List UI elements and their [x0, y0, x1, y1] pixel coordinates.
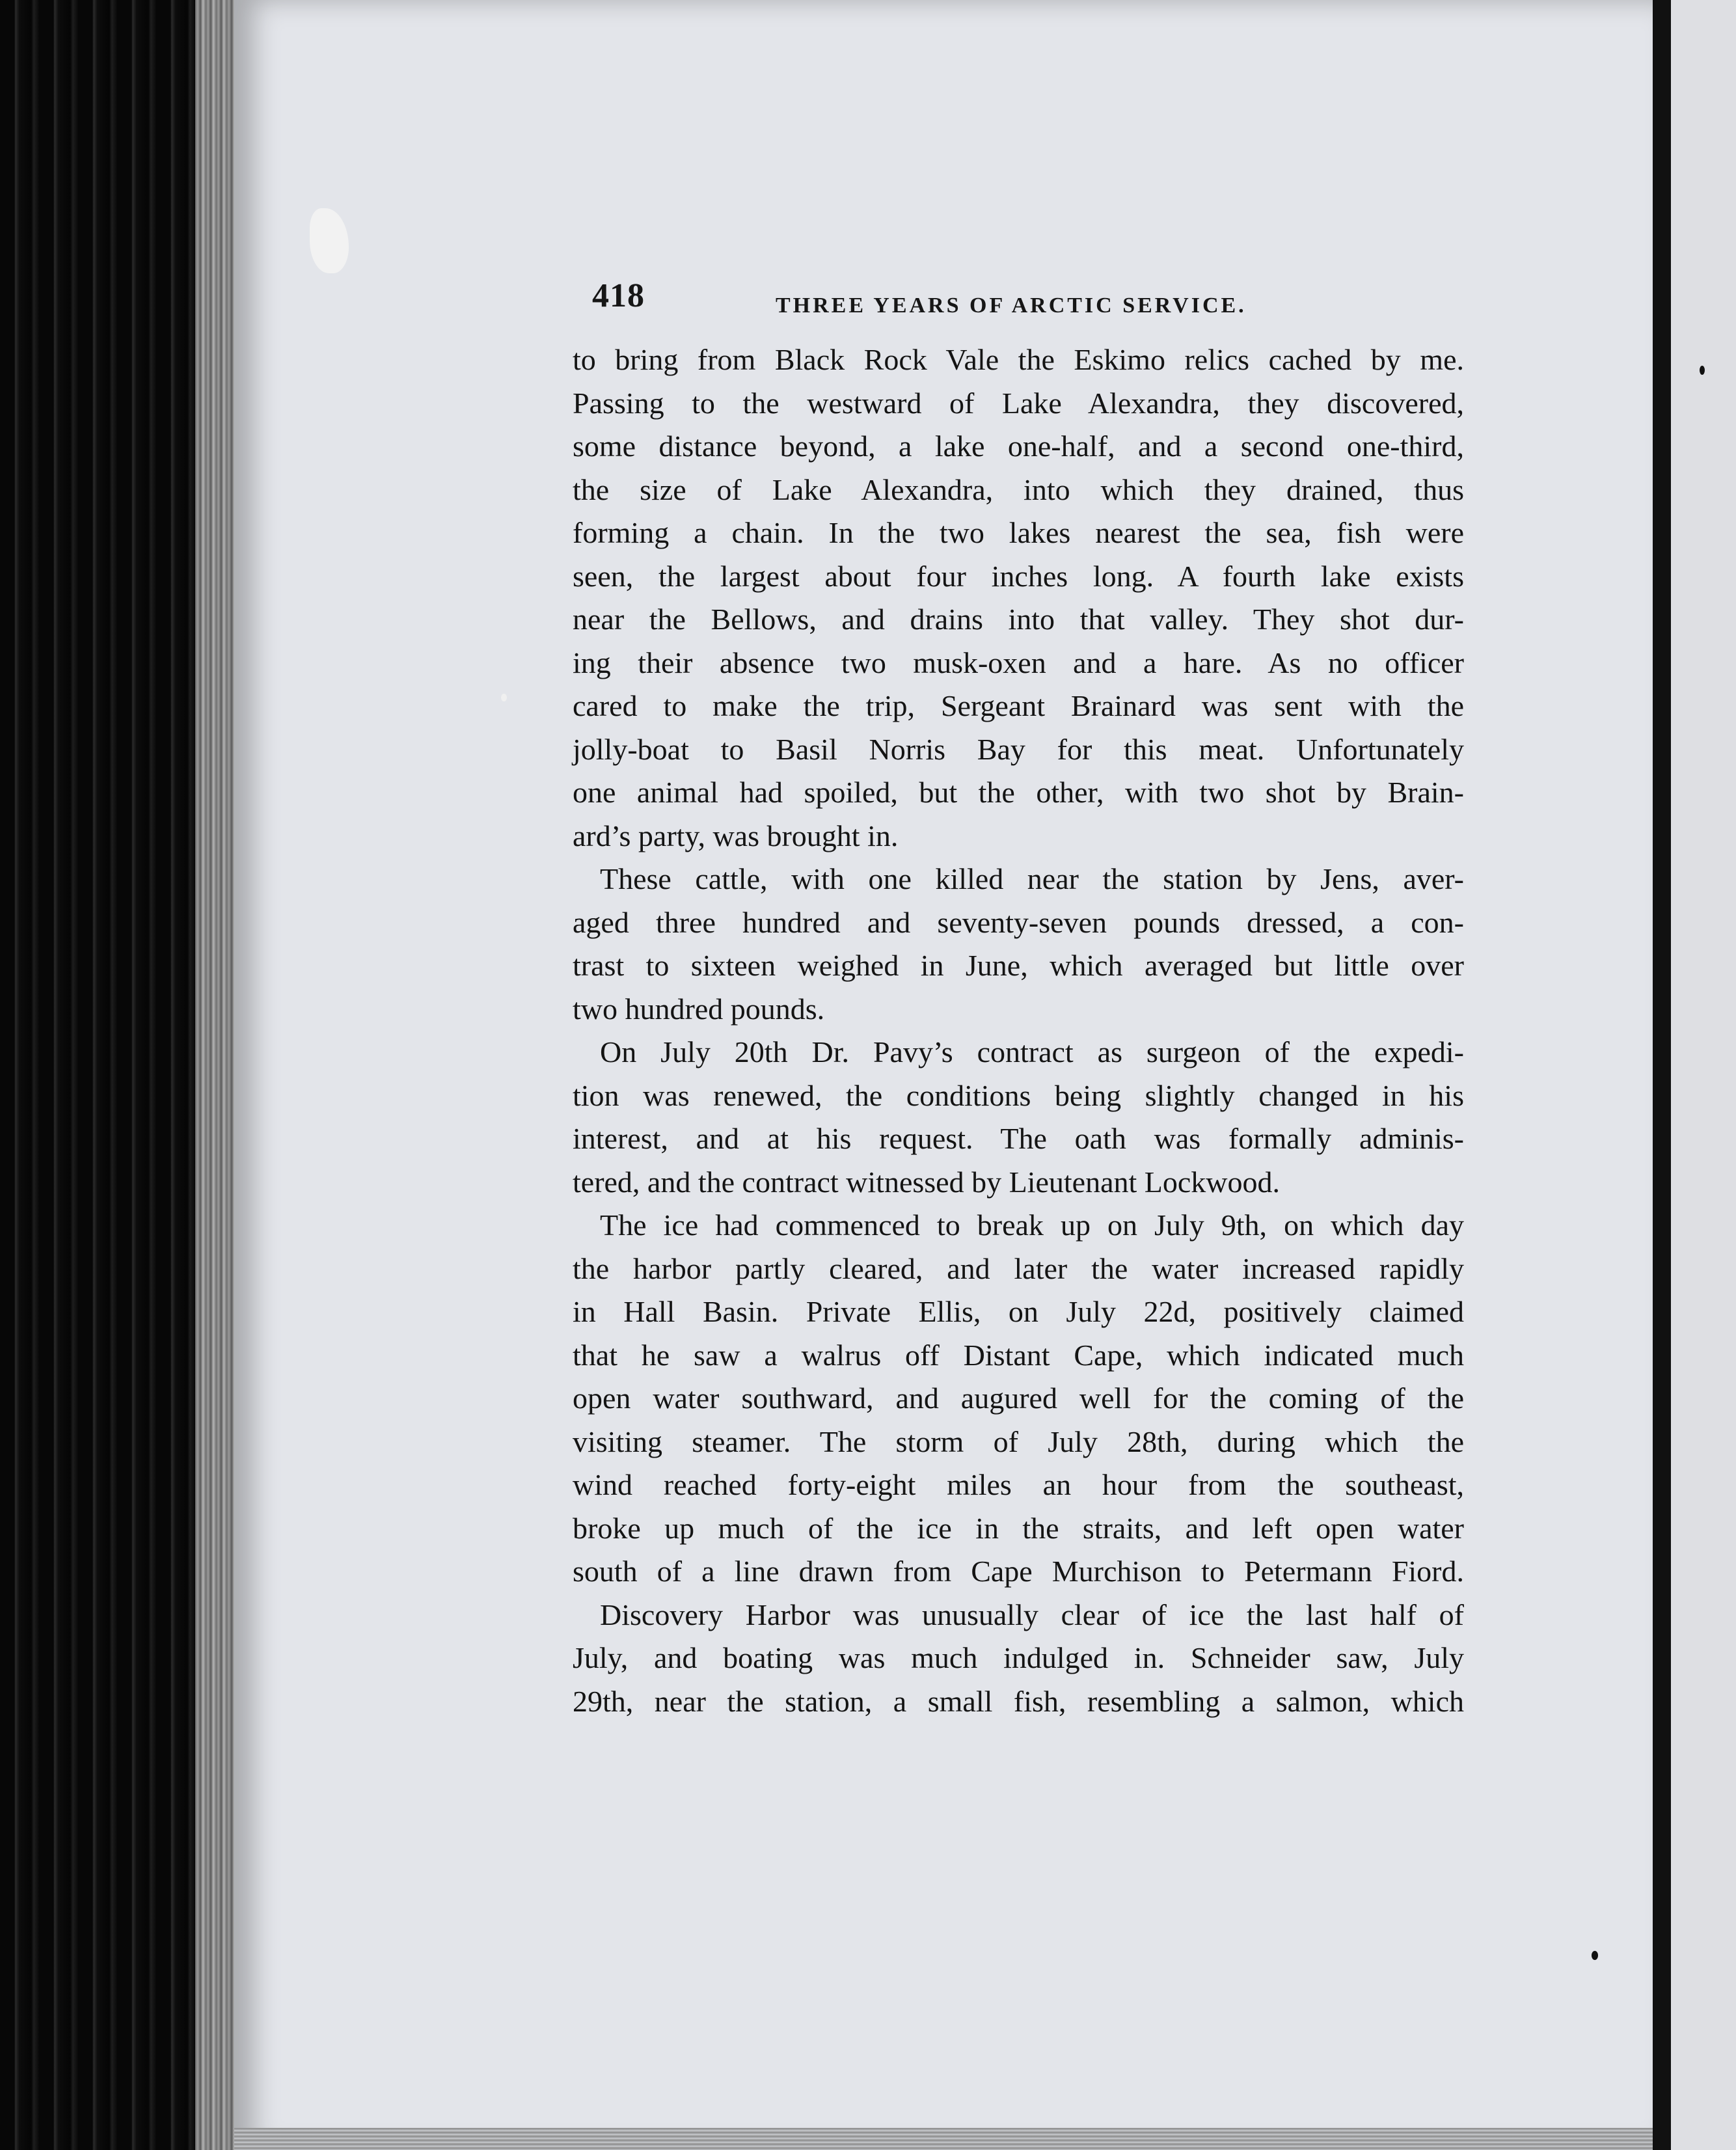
paragraph-1 [573, 338, 1464, 858]
text-line: near the Bellows, and drains into that valley. They shot dur- [573, 603, 1464, 636]
text-line: two hundred pounds. [573, 992, 825, 1026]
text-line: These cattle, with one killed near the station by Jens, aver- [600, 862, 1464, 895]
text-line: aged three hundred and seventy-seven pounds dressed, a con- [573, 905, 1464, 939]
paragraph-2 [573, 858, 1464, 1031]
text-line: some distance beyond, a lake one-half, and a second one-third, [573, 429, 1464, 463]
text-line: wind reached forty-eight miles an hour from the southeast, [573, 1468, 1464, 1501]
body-text [573, 338, 1464, 1723]
running-head: THREE YEARS OF ARCTIC SERVICE. [776, 293, 1247, 318]
text-line: jolly-boat to Basil Norris Bay for this meat. Unfortunately [573, 732, 1464, 766]
text-line: to bring from Black Rock Vale the Eskimo relics cached by me. [573, 343, 1464, 376]
text-line: seen, the largest about four inches long. A fourth lake exists [573, 559, 1464, 593]
paragraph-3 [573, 1031, 1464, 1204]
text-line: Discovery Harbor was unusually clear of ice the last half of [600, 1598, 1464, 1631]
text-line: On July 20th Dr. Pavy’s contract as surgeon of the expedi- [600, 1035, 1464, 1068]
ink-speck [501, 694, 507, 701]
text-line: ing their absence two musk-oxen and a hare. As no officer [573, 646, 1464, 679]
paragraph-5 [573, 1594, 1464, 1724]
book-binding-edge [0, 0, 215, 2150]
text-line: ard’s party, was brought in. [573, 819, 899, 852]
text-line: that he saw a walrus off Distant Cape, which indicated much [573, 1338, 1464, 1372]
paragraph-4 [573, 1204, 1464, 1594]
page-header [592, 277, 1308, 329]
text-line: tered, and the contract witnessed by Lieutenant Lockwood. [573, 1165, 1281, 1199]
text-line: July, and boating was much indulged in. Schneider saw, July [573, 1641, 1464, 1674]
page-bottom-edge [234, 2128, 1653, 2150]
text-line: open water southward, and augured well for the coming of the [573, 1381, 1464, 1415]
ink-speck [1700, 366, 1705, 375]
text-line: south of a line drawn from Cape Murchison to Petermann Fiord. [573, 1555, 1464, 1588]
text-line: visiting steamer. The storm of July 28th, during which the [573, 1424, 1464, 1458]
text-line: the size of Lake Alexandra, into which they drained, thus [573, 472, 1464, 506]
text-line: in Hall Basin. Private Ellis, on July 22d, positively claimed [573, 1295, 1464, 1328]
text-line: The ice had commenced to break up on July 9th, on which day [600, 1208, 1464, 1242]
ink-speck [1592, 1951, 1598, 1960]
text-line: forming a chain. In the two lakes nearest the sea, fish were [573, 516, 1464, 549]
text-line: broke up much of the ice in the straits, and left open water [573, 1511, 1464, 1545]
text-line: Passing to the westward of Lake Alexandra, they discovered, [573, 386, 1464, 420]
text-line: cared to make the trip, Sergeant Brainard was sent with the [573, 689, 1464, 722]
text-line: trast to sixteen weighed in June, which averaged but little over [573, 949, 1464, 982]
text-line: the harbor partly cleared, and later the water increased rapidly [573, 1251, 1464, 1285]
text-line: tion was renewed, the conditions being slightly changed in his [573, 1078, 1464, 1112]
page-number: 418 [592, 277, 645, 314]
text-line: interest, and at his request. The oath was formally adminis- [573, 1122, 1464, 1155]
next-page-sliver [1671, 0, 1736, 2150]
text-line: one animal had spoiled, but the other, with two shot by Brain- [573, 776, 1464, 809]
page-gutter-shadow [1653, 0, 1671, 2150]
text-line: 29th, near the station, a small fish, resembling a salmon, which [573, 1684, 1464, 1718]
